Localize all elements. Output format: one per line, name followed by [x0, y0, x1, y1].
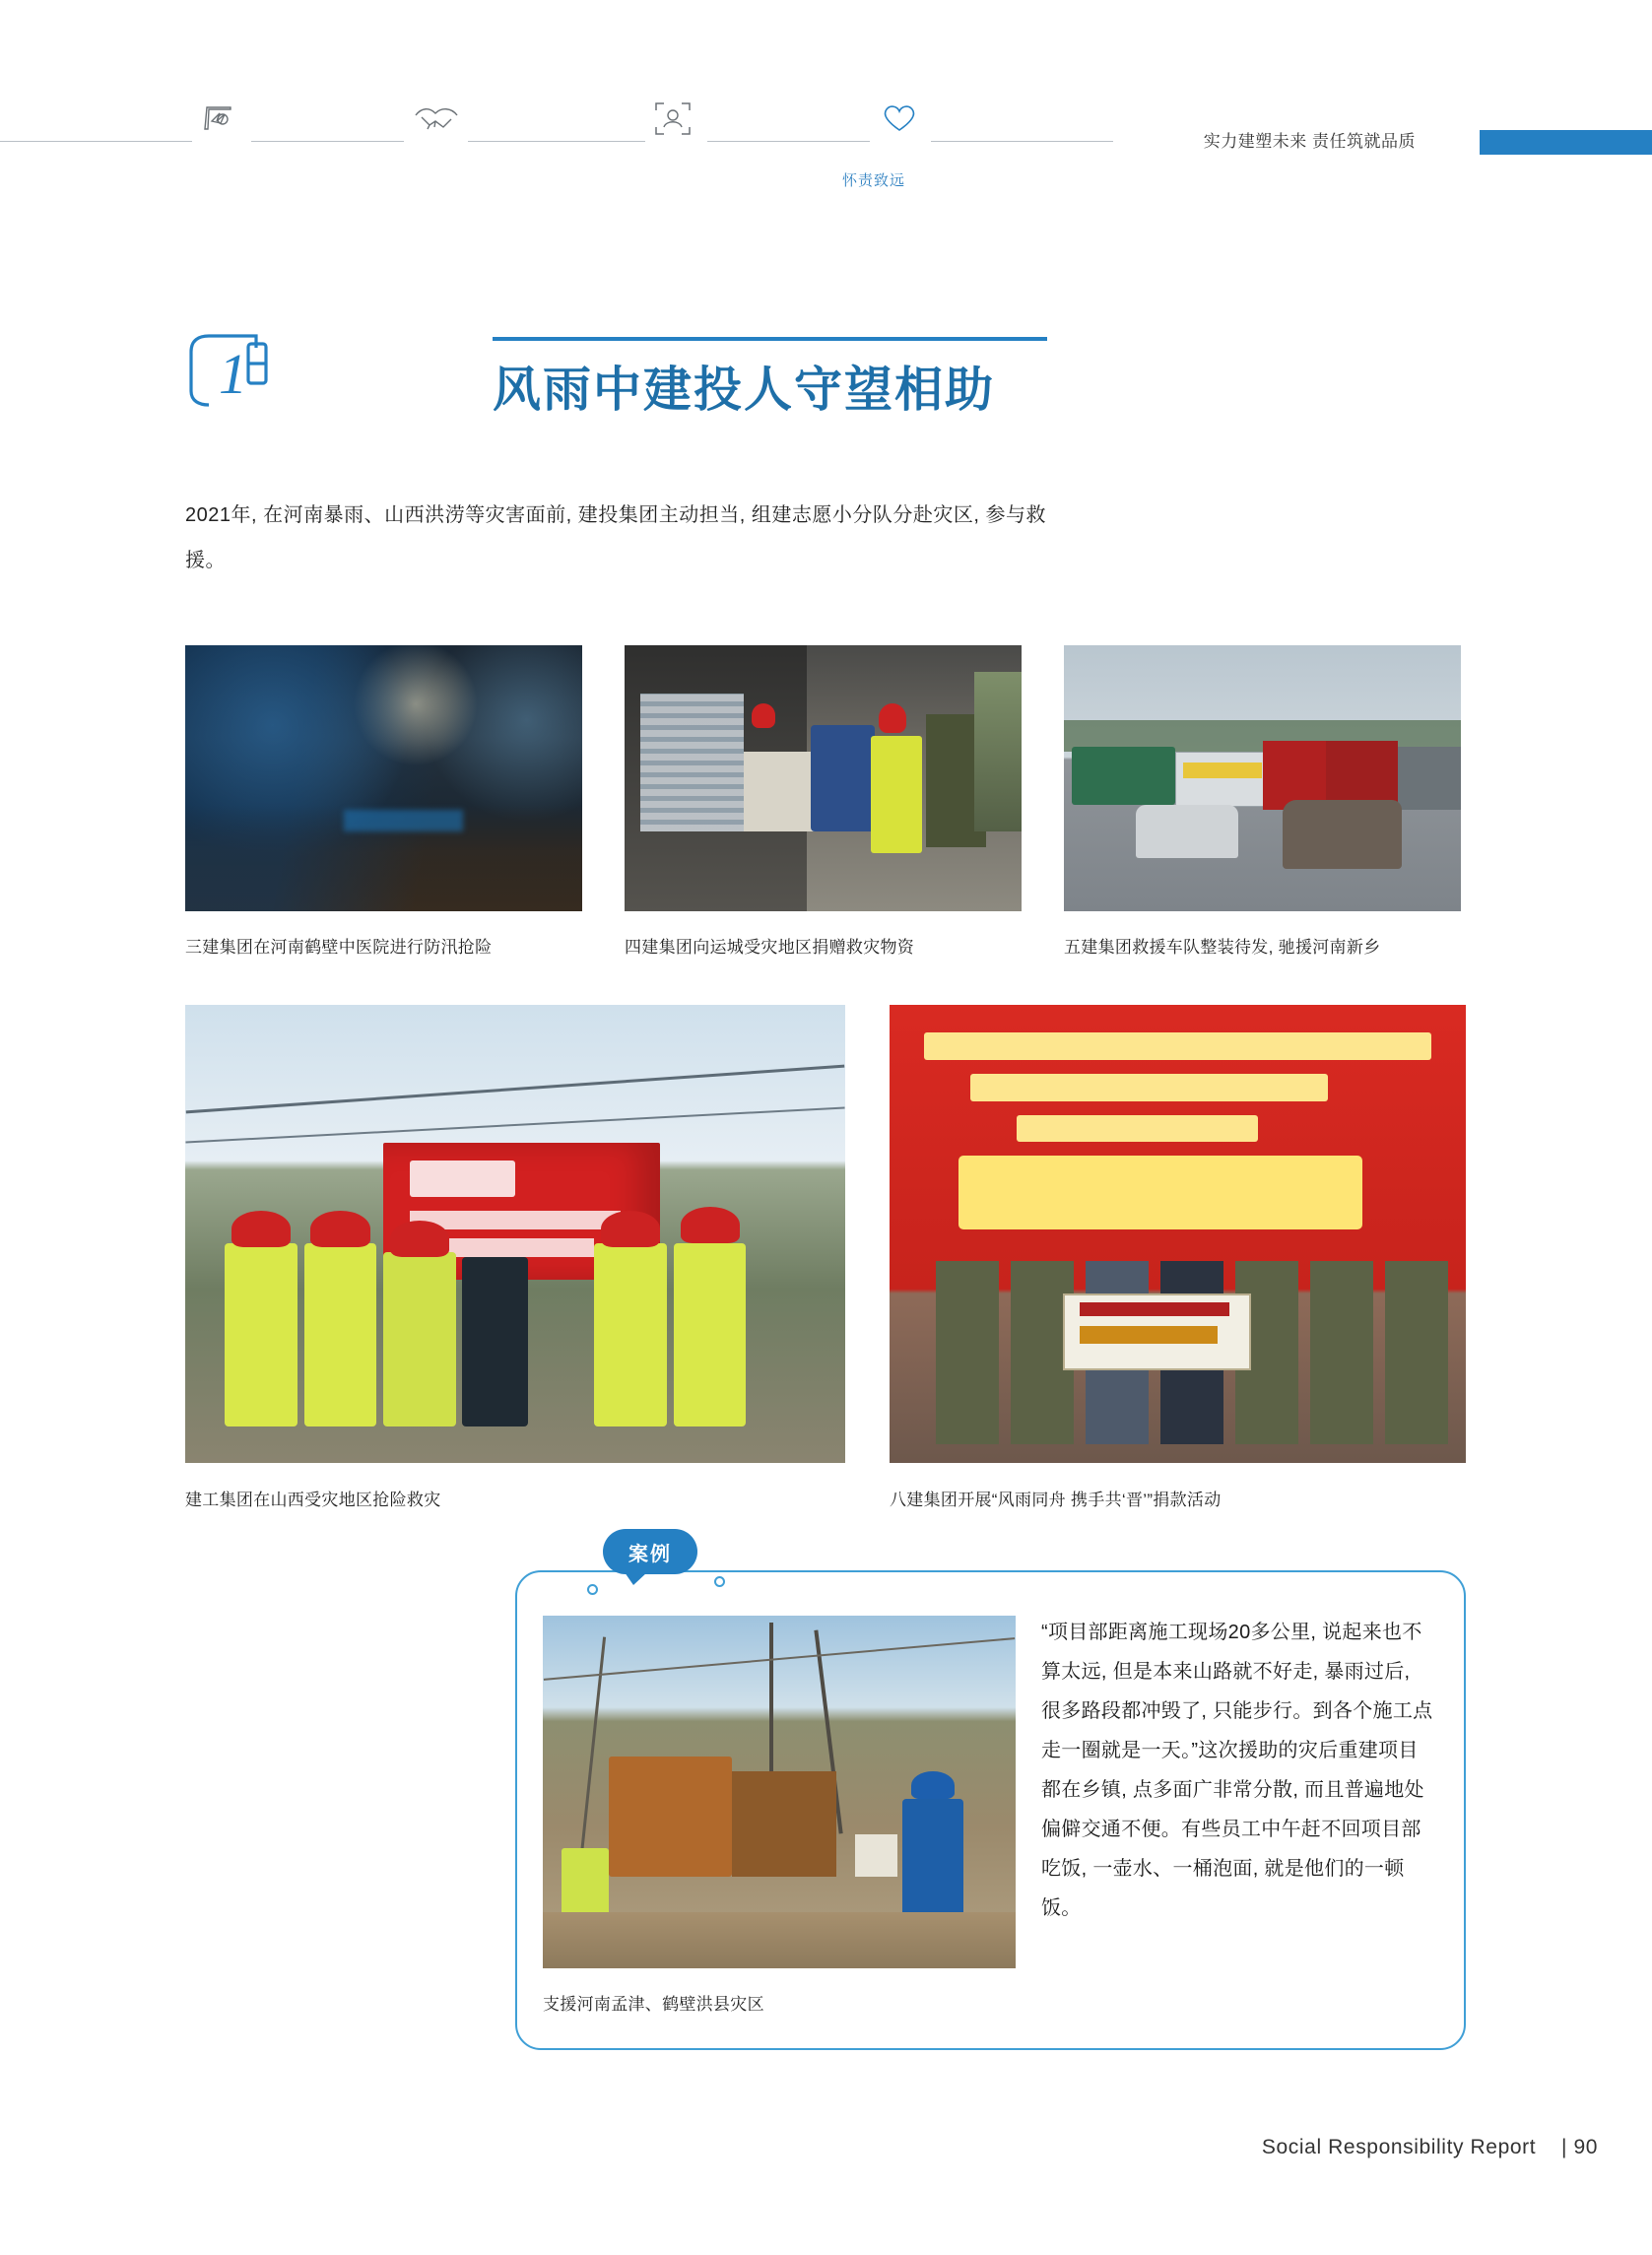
page-title: 风雨中建投人守望相助: [493, 364, 996, 417]
footer-separator: |: [1560, 2136, 1567, 2158]
section-title-block: [185, 325, 1466, 433]
case-badge: 案例: [603, 1529, 697, 1574]
header-slogan: 实力建塑未来 责任筑就品质: [1203, 132, 1416, 151]
handshake-icon: [412, 96, 457, 141]
photo-caption-2: 四建集团向运城受灾地区捐赠救灾物资: [625, 938, 915, 957]
photo-case-mengjin-hebi: [543, 1616, 1016, 1968]
header-accent-block: [1480, 130, 1652, 155]
photo-wujian-rescue-fleet: [1064, 645, 1461, 911]
footer-page-number: 90: [1573, 2136, 1598, 2158]
footer-report-name: Social Responsibility Report: [1261, 2136, 1537, 2158]
bubble-dot-1: [587, 1584, 598, 1595]
scan-frame-icon: [650, 96, 695, 141]
header-rule-5: [931, 141, 1113, 142]
photo-bajian-donation-ceremony: [890, 1005, 1466, 1463]
photo-caption-3: 五建集团救援车队整装待发, 驰援河南新乡: [1064, 938, 1381, 957]
photo-caption-1: 三建集团在河南鹤壁中医院进行防汛抢险: [185, 938, 493, 957]
party-emblem-icon: [197, 96, 242, 141]
title-underline: [493, 337, 1047, 341]
bubble-dot-2: [714, 1576, 725, 1587]
photo-jiangong-shanxi-rescue: [185, 1005, 845, 1463]
page-header: [0, 0, 1652, 207]
heart-icon: [877, 96, 922, 141]
photo-caption-5: 八建集团开展“风雨同舟 携手共‘晋’”捐款活动: [890, 1491, 1222, 1509]
intro-paragraph: 2021年, 在河南暴雨、山西洪涝等灾害面前, 建投集团主动担当, 组建志愿小分队分赴灾区, 参与救援。: [185, 504, 1046, 571]
header-rule-2: [251, 141, 404, 142]
section-number-badge: [185, 332, 280, 411]
photo-caption-4: 建工集团在山西受灾地区抢险救灾: [185, 1491, 441, 1509]
case-quote-text: “项目部距离施工现场20多公里, 说起来也不算太远, 但是本来山路就不好走, 暴雨过后, 很多路段都冲毁了, 只能步行。到各个施工点走一圈就是一天。”这次援助的灾后重建项目都在乡镇, 点多面广非常分散, 而且普遍地处偏僻交通不便。有些员工中午赶不回项目部吃饭, 一壶水、一桶泡面, 就是他们的一顿饭。: [1041, 1622, 1433, 1919]
case-photo-caption: 支援河南孟津、鹤壁洪县灾区: [543, 1995, 764, 2014]
photo-sanjian-hebi-hospital: [185, 645, 582, 911]
header-rule-4: [707, 141, 870, 142]
header-active-caption: 怀责致远: [842, 172, 906, 189]
photo-sijian-yuncheng-donation: [625, 645, 1022, 911]
svg-text:1: 1: [219, 342, 247, 406]
page-footer: [1262, 2136, 1598, 2159]
header-rule-1: [0, 141, 192, 142]
header-rule-3: [468, 141, 645, 142]
